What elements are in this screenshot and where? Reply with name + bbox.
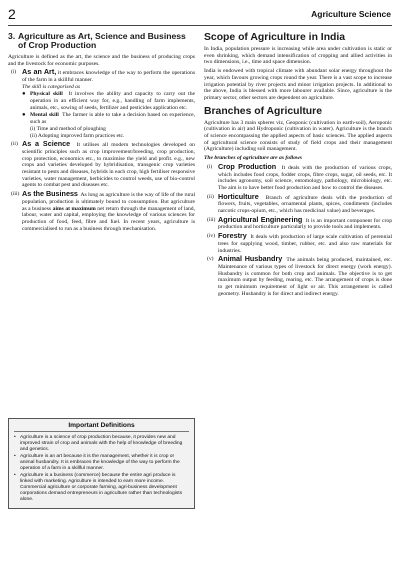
item-text: It deals with the production of various crops, which includes food crops, fodder crops, fibre crops, sugar, oil seeds, etc. It includes agronomy, soil science, entomology, pathology, microbiology, etc. The aim is to have better food production and how to control the diseases.: [218, 164, 393, 191]
header-divider: [8, 25, 392, 26]
definition-text: Agriculture is a science of crop production because, it provides new and improved strain of crop and animals with the help of knowledge of breeding and genetics.: [20, 435, 183, 452]
right-column: [204, 32, 392, 298]
sub-sub-item: (i) Time and method of ploughing: [30, 125, 106, 132]
definition-text: Agriculture is a business (commerce) because the entire agri produce is linked with marketing. Agriculture is intended to earn more income. Commercial agriculture or corporate farming, agri-business development corporations demand entrepreneurs in agriculture rather than technologists alone.: [20, 473, 183, 502]
definition-text: Agriculture is an art because it is the management, whether it is crop or animal husbandry. It is embraces the knowledge of the way to perform the operation of a farm in a skillful manner.: [20, 454, 180, 471]
item-heading: Animal Husbandry: [218, 254, 283, 264]
list-item-art: [8, 69, 195, 90]
sub-item-mental: [8, 112, 195, 125]
intro-paragraph: Agriculture is defined as the art, the science and the business of producing crops and the livestock for economic purposes.: [8, 53, 195, 67]
sub-item-physical: [8, 91, 195, 111]
item-text: it embraces knowledge of the way to perform the operations of the farm in a skillful manner.: [22, 70, 196, 83]
item-number: (ii): [207, 193, 214, 200]
item-note: The skill is categorised as: [22, 83, 81, 90]
item-text: net return through the management of land, labour, water and capital, employing the knowledge of various sciences for production of food, feed, fibre and fuel. In recent years, agriculture is commercialised to run as a business through mechanisation.: [22, 205, 195, 232]
item-number: (iii): [11, 191, 20, 198]
item-number: (ii): [11, 141, 18, 148]
bullet-icon: ●: [22, 112, 26, 119]
item-heading: Horticulture: [218, 191, 259, 201]
bullet-icon: ●: [22, 91, 26, 98]
bullet-icon: •: [14, 435, 16, 440]
section-number: 3.: [8, 31, 16, 41]
sub-text: It involves the ability and capacity to carry out the operation in an efficient way for, e.g., handling of farm implements, animals, etc., sowing of seeds, fertilizer and pesticides application etc.: [30, 91, 195, 111]
branch-item-animal-husbandry: [204, 256, 392, 297]
branches-paragraph: Agriculture has 3 main spheres viz, Geoponic (cultivation in earth-soil), Aeroponic (cultivation in air) and Hydroponic (cultivation in water). Agriculture is the branch of science encompassing the applied aspects of basic sciences. The applied aspects of agricultural science consists of study of field crops and their management (Agriculture) including soil management.: [204, 119, 392, 153]
page-number: 2: [8, 6, 16, 22]
bullet-icon: •: [14, 473, 16, 478]
list-item-science: [8, 141, 195, 189]
section-title: Agriculture as Art, Science and Business of Crop Production: [18, 31, 186, 51]
scope-paragraph: India is endowed with tropical climate with abundant solar energy throughout the year, which favours growing crops round the year. There is a vast scope to increase irrigation potential by river projects and minor irrigation projects. In additional to the above, India is blessed with more labourer available. Since, agriculture is the primary sector, other sectors are dependent on agriculture.: [204, 68, 392, 101]
branch-item-horticulture: [204, 191, 393, 215]
scope-heading: Scope of Agriculture in India: [204, 32, 346, 43]
definition-item: [14, 435, 189, 453]
item-bold-text: aims at maximum: [52, 205, 96, 212]
item-text: Branch of agriculture deals with the production of flowers, fruits, vegetables, ornamental plants, spices, condiments (includes narcotic crops-opium, etc., which has medicinal value) and beverages.: [218, 194, 393, 215]
item-text: The animals being produced, maintained, etc. Maintenance of various types of livestock for direct energy (work energy). Husbandry is common for both crop and animals. The objective is to get maximum output by feeding, rearing, etc. The arrangement of crops is done to get minimum requirement of light or air. This arrangement is called geometry. Husbandry is for direct and indirect energy.: [218, 257, 392, 297]
bullet-icon: •: [14, 454, 16, 459]
item-text: As long as agriculture is the way of life of the rural population, production is ultimately bound to consumption. But agriculture as a business: [22, 192, 196, 212]
item-heading: Crop Production: [218, 161, 277, 171]
left-column: [8, 32, 195, 232]
sub-heading: Mental skill: [30, 112, 59, 119]
sub-text: The farmer is able to take a decision based on experience, such as: [30, 112, 195, 126]
item-number: (i): [207, 163, 213, 170]
item-text: It is an important component for crop production and horticulture particularly to provide tools and implements.: [218, 217, 392, 231]
item-number: (v): [207, 256, 214, 263]
item-number: (iii): [207, 216, 216, 223]
item-number: (i): [11, 69, 17, 76]
item-text: It deals with production of large scale cultivation of perennial trees for supplying wood, timber, rubber, etc. and also raw materials for industries.: [218, 234, 392, 254]
item-heading: Forestry: [218, 231, 247, 241]
scope-paragraph: In India, population pressure is increasing while area under cultivation is static or even shrinking, which demand intensification of cropping and allied activities in two dimensions, i.e., time and space dimension.: [204, 46, 392, 66]
item-heading: Agricultural Engineering: [218, 214, 303, 224]
book-title: Agriculture Science: [311, 9, 391, 19]
definitions-title: Important Definitions: [14, 422, 189, 432]
sub-sub-item: (ii) Adopting improved farm practices etc.: [30, 132, 125, 139]
branches-note: The branches of agriculture are as follows: [204, 155, 302, 162]
definition-item: [14, 454, 189, 472]
branch-item-crop-production: [204, 161, 393, 192]
list-item-business: [8, 191, 195, 232]
page-header: [0, 0, 400, 28]
item-heading: As the Business: [22, 189, 78, 199]
section-heading: [8, 32, 195, 51]
item-heading: As an Art,: [22, 67, 57, 77]
item-number: (iv): [207, 233, 216, 240]
sub-heading: Physical skill: [30, 91, 63, 98]
branch-item-forestry: [204, 233, 392, 254]
item-heading: As a Science: [22, 139, 71, 149]
definition-item: [14, 473, 189, 503]
branch-item-agricultural-engineering: [204, 214, 392, 231]
definitions-box: [8, 418, 195, 509]
branches-heading: Branches of Agriculture: [204, 105, 322, 117]
item-text: It utilises all modern technologies developed on scientific principles such as crop improvement/breeding, crop production, crop protection, economics etc., to maximise the yield and profit. e.g., new crops and varieties developed by hybridisation, transgenic crop varieties resistant to pests and diseases, hybrids in each crop, high fertiliser responsive varieties, water management, herbicides to control weeds, use of bio-control agents to combat pest and diseases etc.: [22, 142, 195, 189]
